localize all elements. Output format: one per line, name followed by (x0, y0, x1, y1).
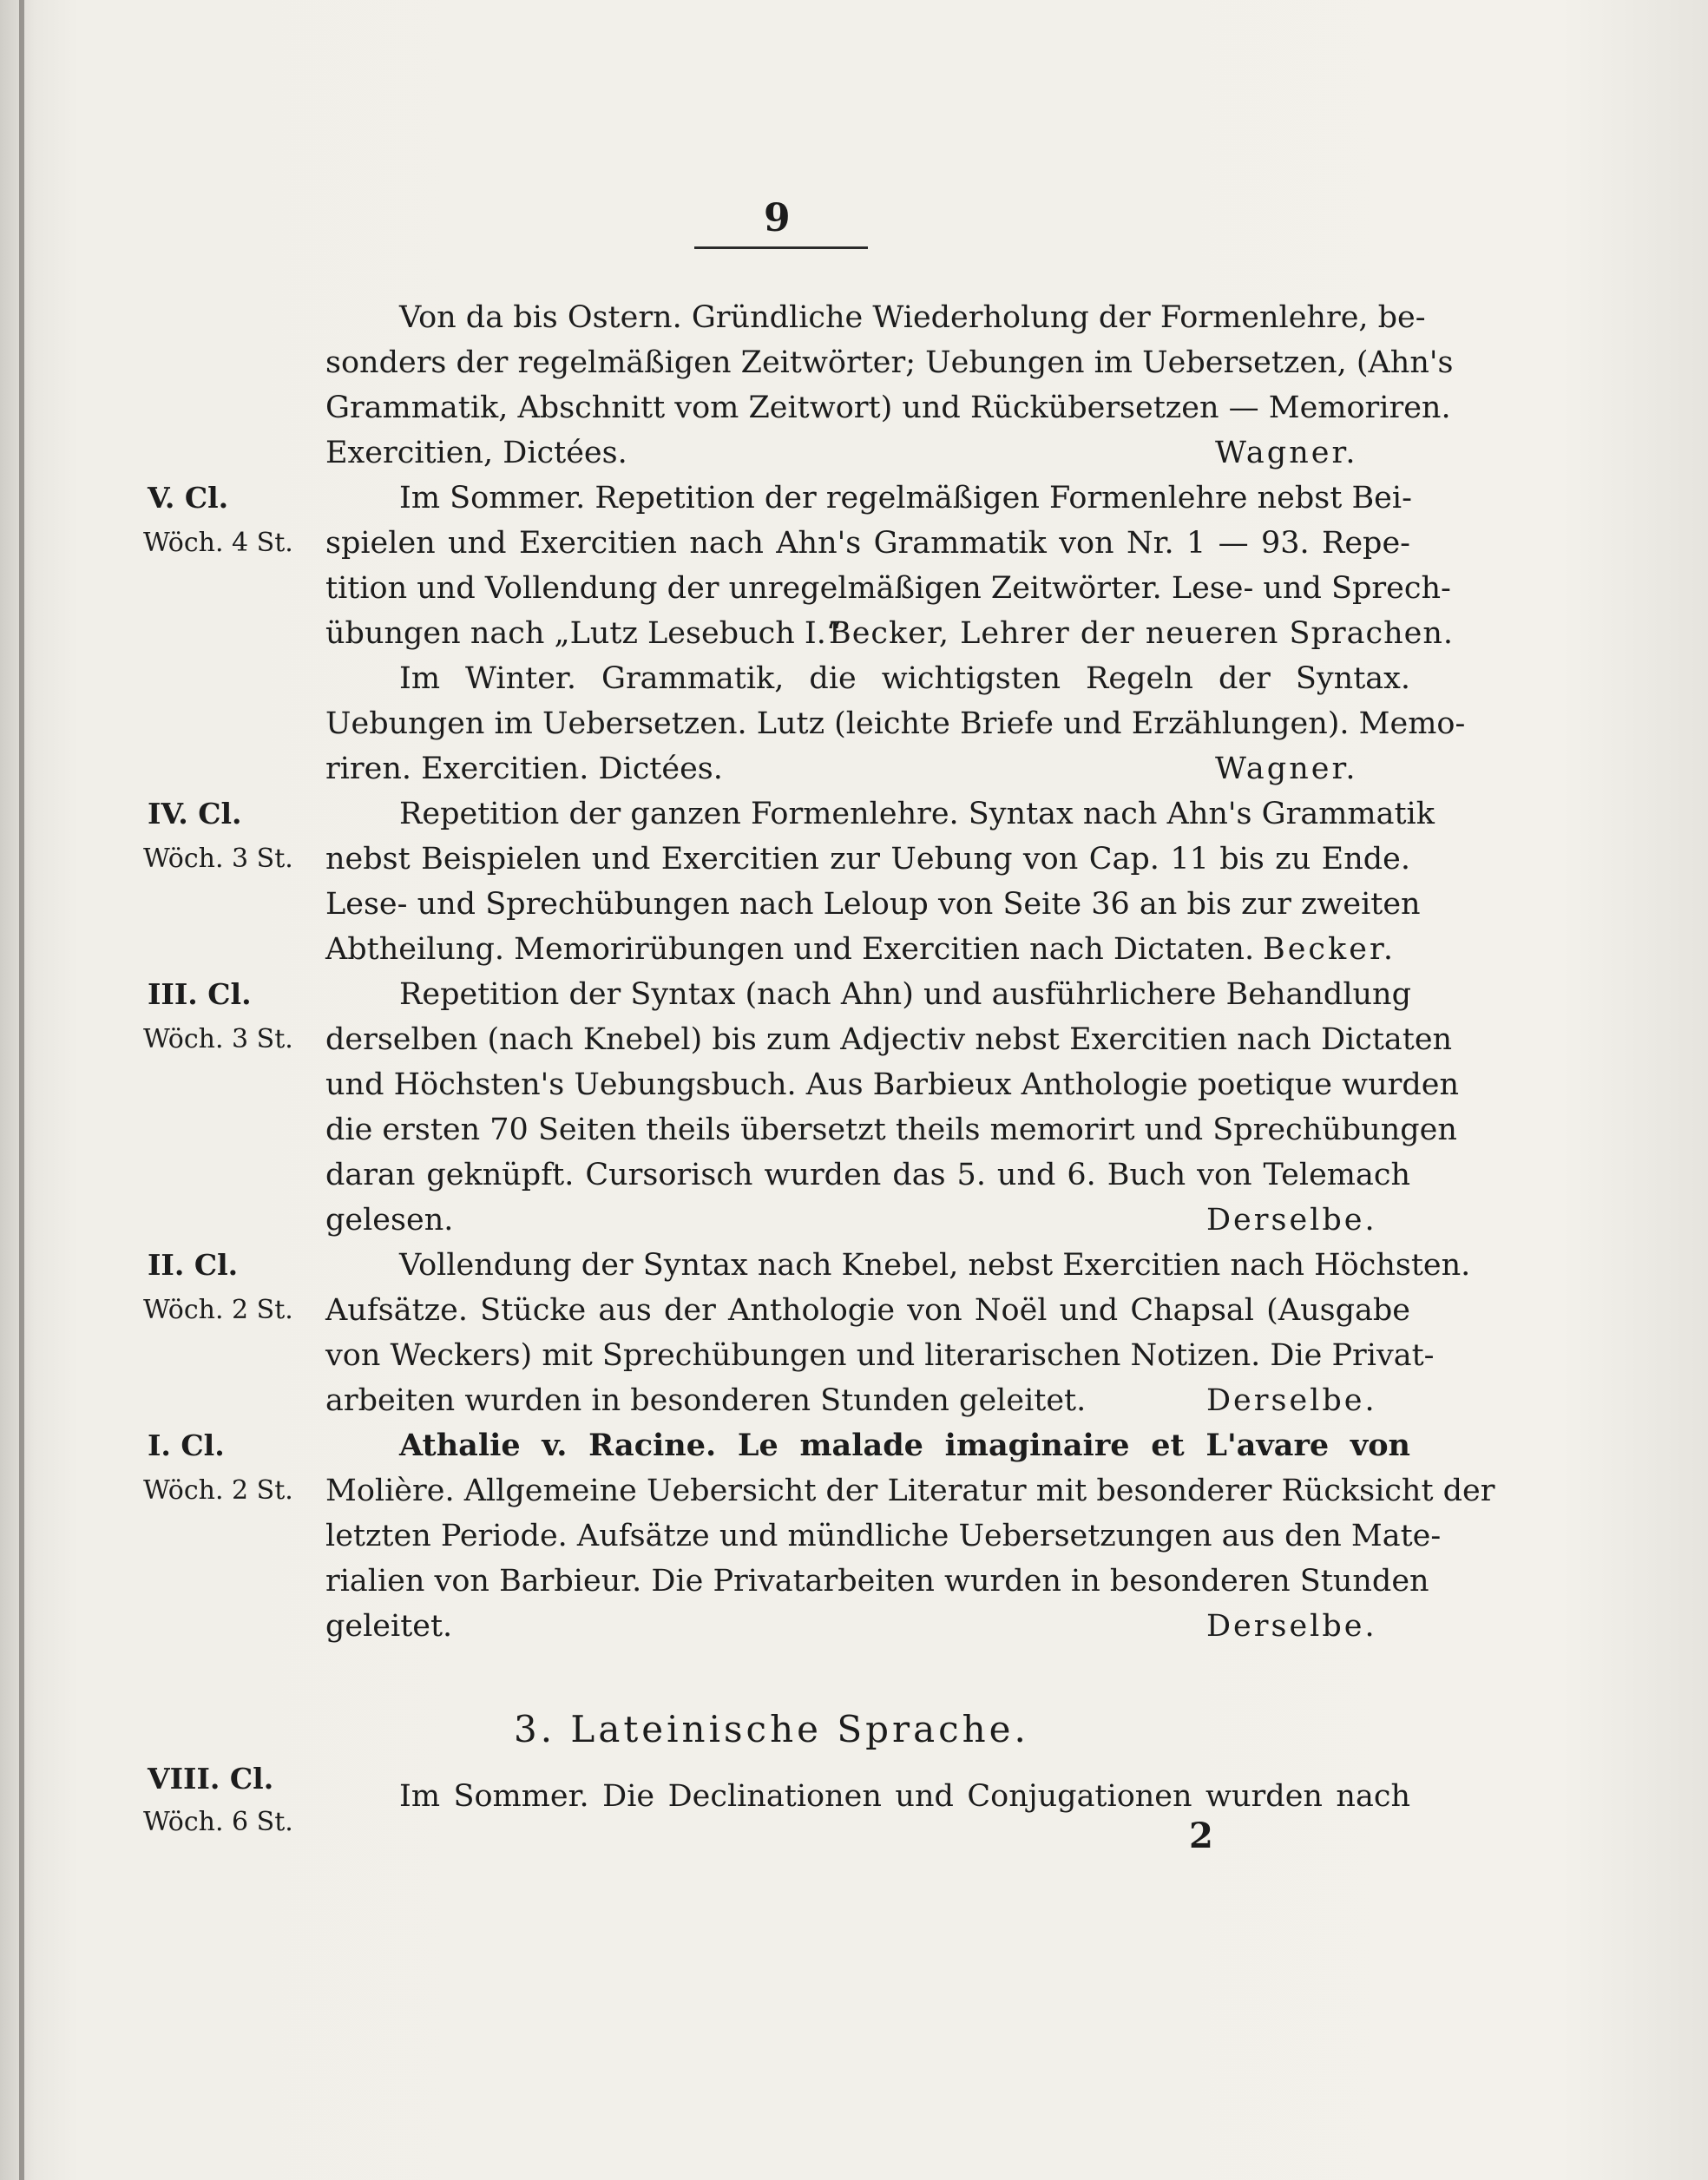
text-line: Lese- und Sprechübungen nach Leloup von Seite 36 an bis zur zweiten (325, 887, 1421, 922)
class-hours: Wöch. 3 St. (143, 844, 293, 874)
teacher-signature: Wagner. (1215, 436, 1358, 470)
section-heading: 3. Lateinische Sprache. (514, 1708, 1029, 1750)
class-label: IV. Cl. (148, 797, 242, 831)
text-line: Aufsätze. Stücke aus der Anthologie von Noël und Chapsal (Ausgabe (325, 1293, 1410, 1328)
text-line: arbeiten wurden in besonderen Stunden geleitet. (325, 1383, 1087, 1418)
text-line: und Höchsten's Uebungsbuch. Aus Barbieux Anthologie poetique wurden (325, 1067, 1460, 1102)
teacher-signature: Derselbe. (1206, 1609, 1377, 1644)
class-hours: Wöch. 4 St. (143, 528, 293, 558)
text-line: nebst Beispielen und Exercitien zur Uebung von Cap. 11 bis zu Ende. (325, 842, 1410, 877)
text-line: letzten Periode. Aufsätze und mündliche Uebersetzungen aus den Mate- (325, 1519, 1442, 1553)
class-hours: Wöch. 6 St. (143, 1807, 293, 1837)
text-line: Exercitien, Dictées. (325, 436, 627, 470)
page-number: 9 (764, 196, 791, 240)
text-line: Repetition der Syntax (nach Ahn) und ausführlichere Behandlung (399, 977, 1412, 1012)
text-line: von Weckers) mit Sprechübungen und literarischen Notizen. Die Privat- (325, 1338, 1435, 1373)
text-line: Uebungen im Uebersetzen. Lutz (leichte Briefe und Erzählungen). Memo- (325, 706, 1466, 741)
text-line: die ersten 70 Seiten theils übersetzt theils memorirt und Sprechübungen (325, 1113, 1457, 1147)
text-line: rialien von Barbieur. Die Privatarbeiten wurden in besonderen Stunden (325, 1564, 1429, 1599)
text-line: sonders der regelmäßigen Zeitwörter; Uebungen im Uebersetzen, (Ahn's (325, 345, 1454, 380)
class-hours: Wöch. 3 St. (143, 1024, 293, 1054)
text-line: geleitet. (325, 1609, 453, 1644)
class-hours: Wöch. 2 St. (143, 1475, 293, 1506)
class-hours: Wöch. 2 St. (143, 1295, 293, 1325)
text-line: Im Winter. Grammatik, die wichtigsten Regeln der Syntax. (399, 661, 1410, 696)
class-label: III. Cl. (148, 977, 252, 1011)
text-line: übungen nach „Lutz Lesebuch I.“ (325, 616, 842, 651)
class-label: I. Cl. (148, 1428, 225, 1462)
text-line: Repetition der ganzen Formenlehre. Syntax nach Ahn's Grammatik (399, 797, 1435, 831)
teacher-signature: Derselbe. (1206, 1203, 1377, 1238)
text-line: riren. Exercitien. Dictées. (325, 752, 723, 786)
text-line: Von da bis Ostern. Gründliche Wiederholung der Formenlehre, be- (399, 300, 1426, 335)
teacher-signature: Wagner. (1215, 752, 1358, 786)
teacher-signature: Derselbe. (1206, 1383, 1377, 1418)
text-line: Athalie v. Racine. Le malade imaginaire et L'avare von (399, 1428, 1410, 1463)
class-label: V. Cl. (148, 481, 229, 515)
book-spine-shadow (19, 0, 24, 2180)
text-line: Molière. Allgemeine Uebersicht der Literatur mit besonderer Rücksicht der (325, 1474, 1495, 1508)
class-label: II. Cl. (148, 1248, 239, 1282)
class-label: VIII. Cl. (148, 1762, 274, 1796)
text-line: Vollendung der Syntax nach Knebel, nebst Exercitien nach Höchsten. (399, 1248, 1471, 1283)
text-line: Im Sommer. Repetition der regelmäßigen Formenlehre nebst Bei- (399, 481, 1412, 515)
text-line: tition und Vollendung der unregelmäßigen Zeitwörter. Lese- und Sprech- (325, 571, 1451, 606)
text-line: Grammatik, Abschnitt vom Zeitwort) und Rückübersetzen — Memoriren. (325, 391, 1451, 425)
text-line: spielen und Exercitien nach Ahn's Grammatik von Nr. 1 — 93. Repe- (325, 526, 1410, 561)
text-line: daran geknüpft. Cursorisch wurden das 5. und 6. Buch von Telemach (325, 1158, 1410, 1192)
text-line: Im Sommer. Die Declinationen und Conjugationen wurden nach (399, 1779, 1410, 1814)
teacher-signature: Becker, Lehrer der neueren Sprachen. (829, 616, 1454, 651)
text-line: derselben (nach Knebel) bis zum Adjectiv nebst Exercitien nach Dictaten (325, 1022, 1453, 1057)
text-line: Abtheilung. Memorirübungen und Exercitien nach Dictaten. (325, 932, 1255, 967)
header-rule (694, 246, 868, 249)
teacher-signature: Becker. (1263, 932, 1396, 967)
text-line: gelesen. (325, 1203, 454, 1238)
printer-signature-mark: 2 (1189, 1816, 1213, 1856)
